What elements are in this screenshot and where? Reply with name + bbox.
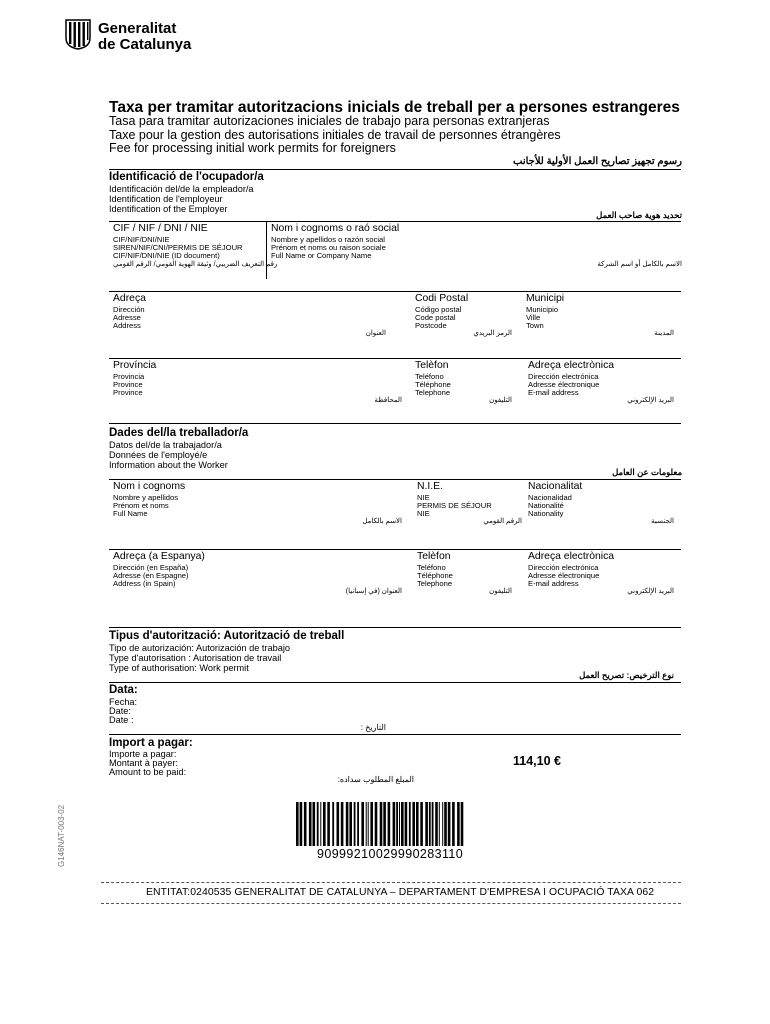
worker-heading: Dades del/la treballador/a: [109, 427, 249, 439]
worker-name-label-fr: Prénom et noms: [113, 501, 169, 510]
field-rule: [109, 479, 681, 480]
worker-heading-en: Information about the Worker: [109, 460, 228, 470]
employer-phone-label: Telèfon: [415, 360, 449, 371]
worker-name-label-ar: الاسم بالكامل: [362, 518, 402, 525]
field-divider: [266, 221, 267, 279]
worker-nie-label-en: NIE: [417, 509, 430, 518]
worker-nie-label-ar: الرقم القومي: [483, 518, 522, 525]
authorization-ar: نوع الترخيص: تصريح العمل: [579, 670, 674, 680]
worker-address-label-fr: Adresse (en Espagne): [113, 571, 189, 580]
employer-address-label-es: Dirección: [113, 305, 145, 314]
employer-province-label-es: Provincia: [113, 372, 145, 381]
worker-email-label-en: E-mail address: [528, 579, 579, 588]
barcode-bar: [300, 802, 303, 846]
barcode-bar: [409, 802, 411, 846]
barcode-bar: [327, 802, 330, 846]
barcode-bar: [296, 802, 299, 846]
barcode-bar: [317, 802, 319, 846]
section-divider: [109, 682, 681, 683]
employer-town-label-en: Town: [526, 321, 544, 330]
employer-postcode-label-fr: Code postal: [415, 313, 456, 322]
amount-label-fr: Montant à payer:: [109, 758, 178, 768]
employer-postcode-label-en: Postcode: [415, 321, 447, 330]
employer-email-label-fr: Adresse électronique: [528, 380, 600, 389]
barcode-bar: [368, 802, 369, 846]
barcode-bar: [388, 802, 391, 846]
barcode-bar: [444, 802, 447, 846]
page-title: Taxa per tramitar autoritzacions inicials de treball per a persones estrangeres: [109, 99, 680, 116]
worker-heading-ar: معلومات عن العامل: [612, 467, 682, 477]
amount-label-es: Importe a pagar:: [109, 749, 177, 759]
employer-phone-label-en: Telephone: [415, 388, 451, 397]
cif-label-fr: SIREN/NIF/CNI/PERMIS DE SÉJOUR: [113, 243, 243, 252]
worker-nie-label-fr: PERMIS DE SÉJOUR: [417, 501, 492, 510]
barcode-bar: [401, 802, 404, 846]
worker-phone-label: Telèfon: [417, 551, 451, 562]
employer-address-label-ar: العنوان: [365, 330, 386, 337]
employer-town-label-ar: المدينة: [654, 330, 674, 337]
barcode-bar: [457, 802, 460, 846]
employer-heading-es: Identificación del/de la empleador/a: [109, 184, 254, 194]
worker-address-label: Adreça (a Espanya): [113, 551, 205, 562]
barcode-bar: [320, 802, 321, 846]
barcode-bar: [309, 802, 312, 846]
worker-name-label: Nom i cognoms: [113, 481, 186, 492]
title-fr: Taxe pour la gestion des autorisations initiales de travail de personnes étrangères: [109, 128, 561, 142]
worker-nationality-label-es: Nacionalidad: [528, 493, 572, 502]
footer-divider: [101, 903, 681, 904]
employer-email-label: Adreça electrònica: [528, 360, 615, 371]
barcode-bar: [341, 802, 344, 846]
employer-name-label-ar: الاسم بالكامل أو اسم الشركة: [597, 261, 682, 268]
barcode-bar: [425, 802, 428, 846]
employer-town-label-es: Municipio: [526, 305, 559, 314]
barcode-bar: [448, 802, 451, 846]
worker-phone-label-fr: Téléphone: [417, 571, 453, 580]
employer-email-label-ar: البريد الإلكتروني: [627, 397, 674, 404]
section-divider: [109, 169, 681, 170]
date-heading: Data:: [109, 684, 138, 696]
authorization-fr: Type d'autorisation : Autorisation de travail: [109, 653, 282, 663]
worker-nationality-label-ar: الجنسية: [651, 518, 674, 525]
generalitat-logo: [64, 17, 209, 57]
employer-heading-en: Identification of the Employer: [109, 204, 228, 214]
worker-email-label: Adreça electrònica: [528, 551, 615, 562]
employer-heading: Identificació de l'ocupador/a: [109, 171, 264, 183]
employer-province-label: Província: [113, 360, 157, 371]
section-divider: [109, 423, 681, 424]
section-divider: [109, 734, 681, 735]
barcode-bar: [412, 802, 415, 846]
barcode-bar: [346, 802, 349, 846]
date-label-es: Fecha:: [109, 697, 138, 707]
amount-label-ar: المبلغ المطلوب سداده:: [337, 775, 414, 784]
employer-name-label: Nom i cognoms o raó social: [271, 223, 400, 234]
footer-divider: [101, 882, 681, 883]
form-code: G146NAT-003-02: [57, 804, 66, 867]
title-ar: رسوم تجهيز تصاريح العمل الأولية للأجانب: [513, 156, 682, 167]
logo-line-1: Generalitat: [98, 20, 177, 37]
employer-name-label-es: Nombre y apellidos o razón social: [271, 235, 385, 244]
barcode-bar: [461, 802, 464, 846]
employer-phone-label-fr: Téléphone: [415, 380, 451, 389]
cif-label: CIF / NIF / DNI / NIE: [113, 223, 208, 234]
barcode-number: 90999210029990283110: [317, 847, 464, 861]
barcode-bar: [357, 802, 359, 846]
employer-heading-ar: تحديد هوية صاحب العمل: [596, 210, 682, 220]
employer-town-label: Municipi: [526, 293, 565, 304]
worker-name-label-en: Full Name: [113, 509, 148, 518]
barcode-bar: [370, 802, 373, 846]
barcode-bar: [354, 802, 356, 846]
field-rule: [109, 549, 681, 550]
field-rule: [109, 291, 681, 292]
barcode-bar: [349, 802, 352, 846]
worker-nationality-label-fr: Nationalité: [528, 501, 564, 510]
cif-label-en: CIF/NIF/DNI/NIE (ID document): [113, 251, 220, 260]
worker-phone-label-es: Teléfono: [417, 563, 446, 572]
employer-name-label-fr: Prénom et noms ou raison sociale: [271, 243, 386, 252]
worker-email-label-ar: البريد الإلكتروني: [627, 588, 674, 595]
authorization-heading: Tipus d'autorització: Autorització de treball: [109, 630, 345, 642]
worker-heading-es: Datos del/de la trabajador/a: [109, 440, 222, 450]
barcode-bar: [405, 802, 408, 846]
worker-heading-fr: Données de l'employé/e: [109, 450, 208, 460]
barcode-bar: [380, 802, 383, 846]
barcode-bar: [375, 802, 378, 846]
worker-phone-label-ar: التليفون: [489, 588, 512, 595]
worker-nationality-label: Nacionalitat: [528, 481, 583, 492]
employer-province-label-ar: المحافظة: [374, 397, 402, 404]
employer-email-label-en: E-mail address: [528, 388, 579, 397]
worker-nie-label-es: NIE: [417, 493, 430, 502]
barcode-bar: [323, 802, 326, 846]
barcode: [296, 802, 466, 846]
worker-email-label-es: Dirección electrónica: [528, 563, 599, 572]
employer-address-label-en: Address: [113, 321, 141, 330]
barcode-bar: [439, 802, 440, 846]
generalitat-emblem-icon: [64, 18, 92, 50]
worker-phone-label-en: Telephone: [417, 579, 453, 588]
worker-email-label-fr: Adresse électronique: [528, 571, 600, 580]
field-rule: [109, 358, 681, 359]
amount-value: 114,10 €: [513, 754, 561, 768]
amount-label-en: Amount to be paid:: [109, 767, 187, 777]
barcode-bar: [304, 802, 307, 846]
barcode-bar: [393, 802, 396, 846]
barcode-bar: [396, 802, 398, 846]
barcode-bar: [383, 802, 386, 846]
employer-email-label-es: Dirección electrónica: [528, 372, 599, 381]
worker-name-label-es: Nombre y apellidos: [113, 493, 178, 502]
barcode-bar: [399, 802, 400, 846]
employer-town-label-fr: Ville: [526, 313, 541, 322]
barcode-bar: [420, 802, 423, 846]
footer-entity: ENTITAT:0240535 GENERALITAT DE CATALUNYA – DEPARTAMENT D'EMPRESA I OCUPACIÓ TAXA 062: [146, 887, 655, 898]
date-label-en: Date :: [109, 715, 134, 725]
employer-heading-fr: Identification de l'employeur: [109, 194, 223, 204]
barcode-bar: [313, 802, 316, 846]
barcode-bar: [416, 802, 419, 846]
title-en: Fee for processing initial work permits for foreigners: [109, 141, 396, 155]
date-label-ar: التاريخ :: [360, 723, 386, 732]
title-es: Tasa para tramitar autorizaciones iniciales de trabajo para personas extranjeras: [109, 114, 550, 128]
worker-nationality-label-en: Nationality: [528, 509, 564, 518]
barcode-bar: [332, 802, 334, 846]
date-label-fr: Date:: [109, 706, 131, 716]
worker-address-label-en: Address (in Spain): [113, 579, 176, 588]
employer-phone-label-es: Teléfono: [415, 372, 444, 381]
amount-heading: Import a pagar:: [109, 737, 193, 749]
employer-name-label-en: Full Name or Company Name: [271, 251, 372, 260]
employer-postcode-label-ar: الرمز البريدي: [473, 330, 512, 337]
worker-address-label-es: Dirección (en España): [113, 563, 189, 572]
employer-address-label-fr: Adresse: [113, 313, 141, 322]
logo-line-2: de Catalunya: [98, 36, 192, 53]
cif-label-es: CIF/NIF/DNI/NIE: [113, 235, 170, 244]
cif-label-ar: رقم التعريف الضريبي/ وثيقة الهوية القومي/ الرقم القومي: [113, 261, 278, 268]
employer-province-label-fr: Province: [113, 380, 143, 389]
worker-address-label-ar: العنوان (في إسبانيا): [345, 588, 402, 595]
worker-nie-label: N.I.E.: [417, 481, 443, 492]
barcode-bar: [366, 802, 367, 846]
barcode-bar: [452, 802, 455, 846]
field-rule: [109, 221, 681, 222]
employer-province-label-en: Province: [113, 388, 143, 397]
barcode-bar: [429, 802, 431, 846]
employer-address-label: Adreça: [113, 293, 146, 304]
employer-postcode-label: Codi Postal: [415, 293, 469, 304]
employer-postcode-label-es: Código postal: [415, 305, 462, 314]
authorization-es: Tipo de autorización: Autorización de trabajo: [109, 643, 290, 653]
employer-phone-label-ar: التليفون: [489, 397, 512, 404]
section-divider: [109, 627, 681, 628]
barcode-bar: [361, 802, 364, 846]
authorization-en: Type of authorisation: Work permit: [109, 663, 249, 673]
barcode-bar: [432, 802, 434, 846]
barcode-bar: [337, 802, 340, 846]
barcode-bar: [442, 802, 443, 846]
barcode-bar: [435, 802, 438, 846]
